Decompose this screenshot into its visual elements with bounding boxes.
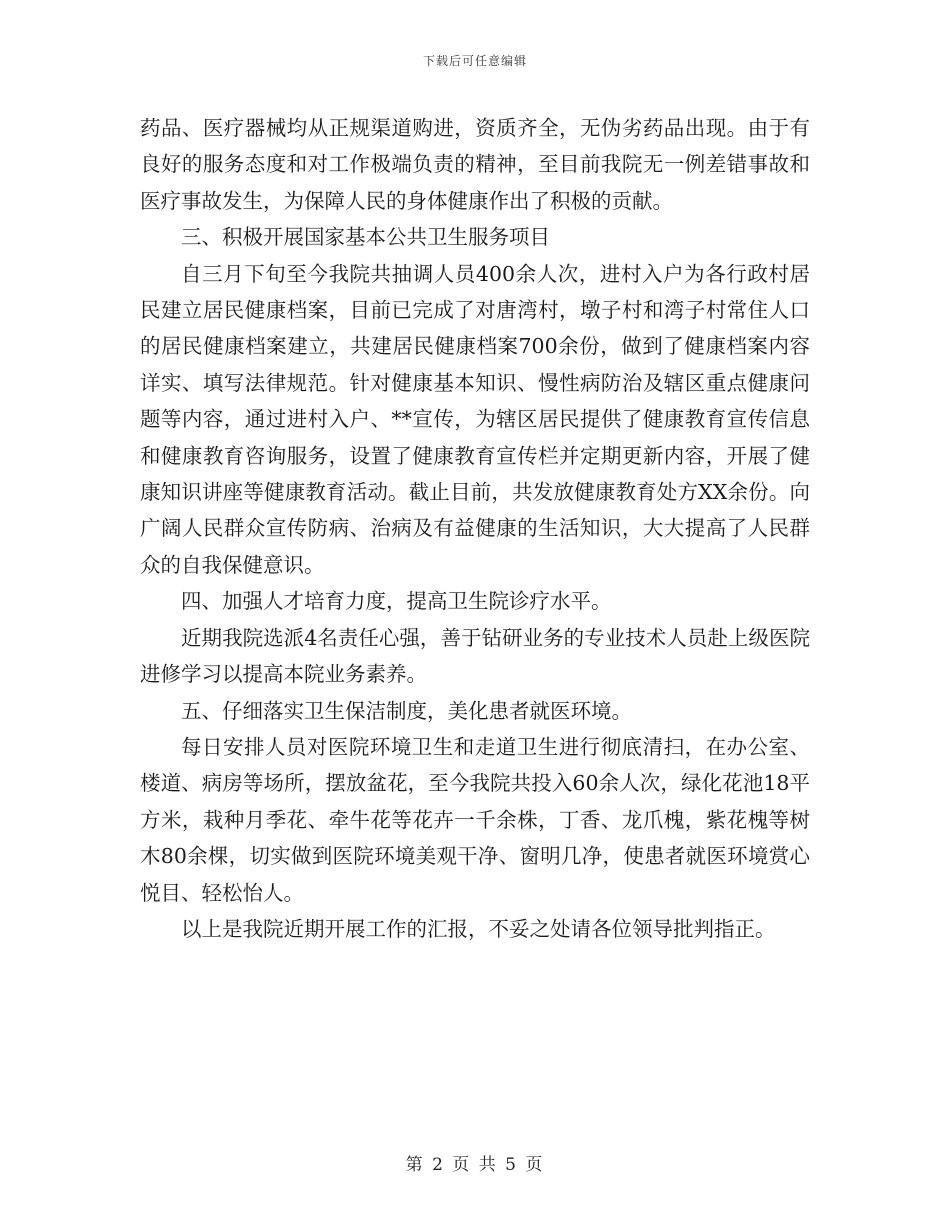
page-number: 第 2 页 共 5 页 (405, 1155, 545, 1175)
section-heading-4: 四、加强人才培育力度，提高卫生院诊疗水平。 (181, 589, 612, 614)
section-heading-3: 三、积极开展国家基本公共卫生服务项目 (181, 225, 550, 250)
paragraph-7: 每日安排人员对医院环境卫生和走道卫生进行彻底清扫，在办公室、楼道、病房等场所，摆放盆花，至今我院共投入60余人次，绿化花池18平方米，栽种月季花、牵牛花等花卉一千余株，丁香、龙爪槐，紫花槐等树木80余棵，切实做到医院环境美观干净、窗明几净，使患者就医环境赏心悦目、轻松怡人。 (140, 734, 810, 905)
paragraph-1: 药品、医疗器械均从正规渠道购进，资质齐全，无伪劣药品出现。由于有良好的服务态度和对工作极端负责的精神，至目前我院无一例差错事故和医疗事故发生，为保障人民的身体健康作出了积极的贡献。 (140, 116, 810, 213)
header-note: 下载后可任意编辑 (422, 54, 527, 68)
paragraph-5: 近期我院选派4名责任心强，善于钻研业务的专业技术人员赴上级医院进修学习以提高本院业务素养。 (140, 625, 810, 687)
paragraph-3: 自三月下旬至今我院共抽调人员400余人次，进村入户为各行政村居民建立居民健康档案，目前已完成了对唐湾村，墩子村和湾子村常住人口的居民健康档案建立，共建居民健康档案700余份，做到了健康档案内容详实、填写法律规范。针对健康基本知识、慢性病防治及辖区重点健康问题等内容，通过进村入户、**宣传，为辖区居民提供了健康教育宣传信息和健康教育咨询服务，设置了健康教育宣传栏并定期更新内容，开展了健康知识讲座等健康教育活动。截止目前，共发放健康教育处方XX余份。向广阔人民群众宣传防病、治病及有益健康的生活知识，大大提高了人民群众的自我保健意识。 (140, 261, 810, 577)
document-body (140, 110, 810, 947)
closing-paragraph: 以上是我院近期开展工作的汇报，不妥之处请各位领导批判指正。 (181, 916, 776, 941)
section-heading-5: 五、仔细落实卫生保洁制度，美化患者就医环境。 (181, 698, 632, 723)
